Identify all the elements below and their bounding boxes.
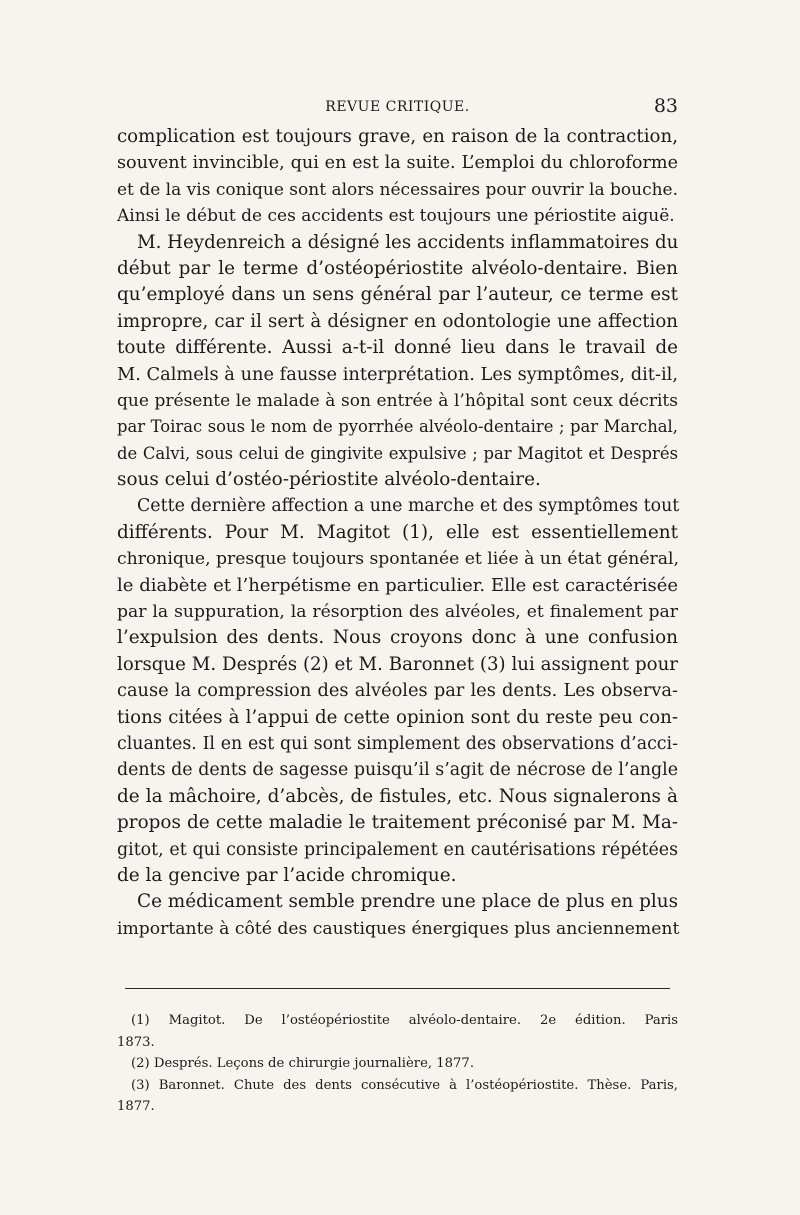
text-line: de Calvi, sous celui de gingivite expulsive ; par Magitot et Després bbox=[117, 443, 678, 463]
footnote-line: (1) Magitot. De l’ostéopériostite alvéolo-dentaire. 2e édition. Paris bbox=[131, 1013, 678, 1028]
text-line: lorsque M. Després (2) et M. Baronnet (3) lui assignent pour bbox=[117, 653, 678, 675]
text-line: le diabète et l’herpétisme en particulier. Elle est caractérisée bbox=[117, 574, 678, 596]
text-line: l’expulsion des dents. Nous croyons donc à une confusion bbox=[117, 627, 678, 649]
text-line: tions citées à l’appui de cette opinion sont du reste peu con- bbox=[117, 706, 678, 728]
text-line: souvent invincible, qui en est la suite. L’emploi du chloroforme bbox=[117, 153, 678, 174]
text-line: M. Heydenreich a désigné les accidents inflammatoires du bbox=[137, 231, 679, 253]
text-line: impropre, car il sert à désigner en odontologie une affection bbox=[117, 310, 678, 332]
footnote-line: 1873. bbox=[117, 1034, 155, 1050]
text-line: Ce médicament semble prendre une place de plus en plus bbox=[137, 891, 679, 913]
page-header bbox=[117, 95, 678, 121]
text-line: sous celui d’ostéo-périostite alvéolo-dentaire. bbox=[117, 469, 541, 491]
text-line: qu’employé dans un sens général par l’auteur, ce terme est bbox=[117, 284, 678, 306]
footnote-line: (2) Després. Leçons de chirurgie journalière, 1877. bbox=[131, 1056, 475, 1072]
text-line: gitot, et qui consiste principalement en cautérisations répétées bbox=[117, 839, 678, 860]
text-line: complication est toujours grave, en raison de la contraction, bbox=[117, 126, 678, 147]
text-line: par la suppuration, la résorption des alvéoles, et finalement par bbox=[117, 602, 678, 623]
footnote-line: 1877. bbox=[117, 1099, 155, 1115]
footnotes bbox=[117, 1010, 678, 1118]
text-line: M. Calmels à une fausse interprétation. Les symptômes, dit-il, bbox=[117, 363, 678, 385]
text-line: de la gencive par l’acide chromique. bbox=[117, 864, 457, 886]
text-line: et de la vis conique sont alors nécessaires pour ouvrir la bouche. bbox=[117, 179, 678, 200]
page-number: 83 bbox=[653, 95, 678, 117]
text-line: propos de cette maladie le traitement préconisé par M. Ma- bbox=[117, 812, 678, 834]
text-line: cluantes. Il en est qui sont simplement des observations d’acci- bbox=[117, 733, 678, 754]
text-line: différents. Pour M. Magitot (1), elle est essentiellement bbox=[117, 521, 678, 543]
text-line: par Toirac sous le nom de pyorrhée alvéolo-dentaire ; par Marchal, bbox=[117, 417, 678, 437]
text-line: Cette dernière affection a une marche et des symptômes tout bbox=[137, 496, 680, 517]
text-line: importante à côté des caustiques énergiques plus anciennement bbox=[117, 918, 680, 939]
text-line: début par le terme d’ostéopériostite alvéolo-dentaire. Bien bbox=[117, 257, 678, 279]
footnote-rule bbox=[125, 988, 670, 989]
text-line: chronique, presque toujours spontanée et liée à un état général, bbox=[117, 549, 679, 570]
footnote-line: (3) Baronnet. Chute des dents consécutive à l’ostéopériostite. Thèse. Paris, bbox=[131, 1077, 678, 1093]
text-line: cause la compression des alvéoles par les dents. Les observa- bbox=[117, 680, 678, 702]
text-line: Ainsi le début de ces accidents est toujours une périostite aiguë. bbox=[117, 206, 675, 227]
text-line: que présente le malade à son entrée à l’hôpital sont ceux décrits bbox=[117, 390, 678, 411]
running-title: REVUE CRITIQUE. bbox=[325, 99, 470, 115]
text-line: de la mâchoire, d’abcès, de fistules, etc. Nous signalerons à bbox=[117, 785, 678, 807]
body-text bbox=[117, 124, 678, 942]
text-line: toute différente. Aussi a-t-il donné lieu dans le travail de bbox=[117, 337, 678, 359]
text-line: dents de dents de sagesse puisqu’il s’agit de nécrose de l’angle bbox=[117, 760, 678, 781]
